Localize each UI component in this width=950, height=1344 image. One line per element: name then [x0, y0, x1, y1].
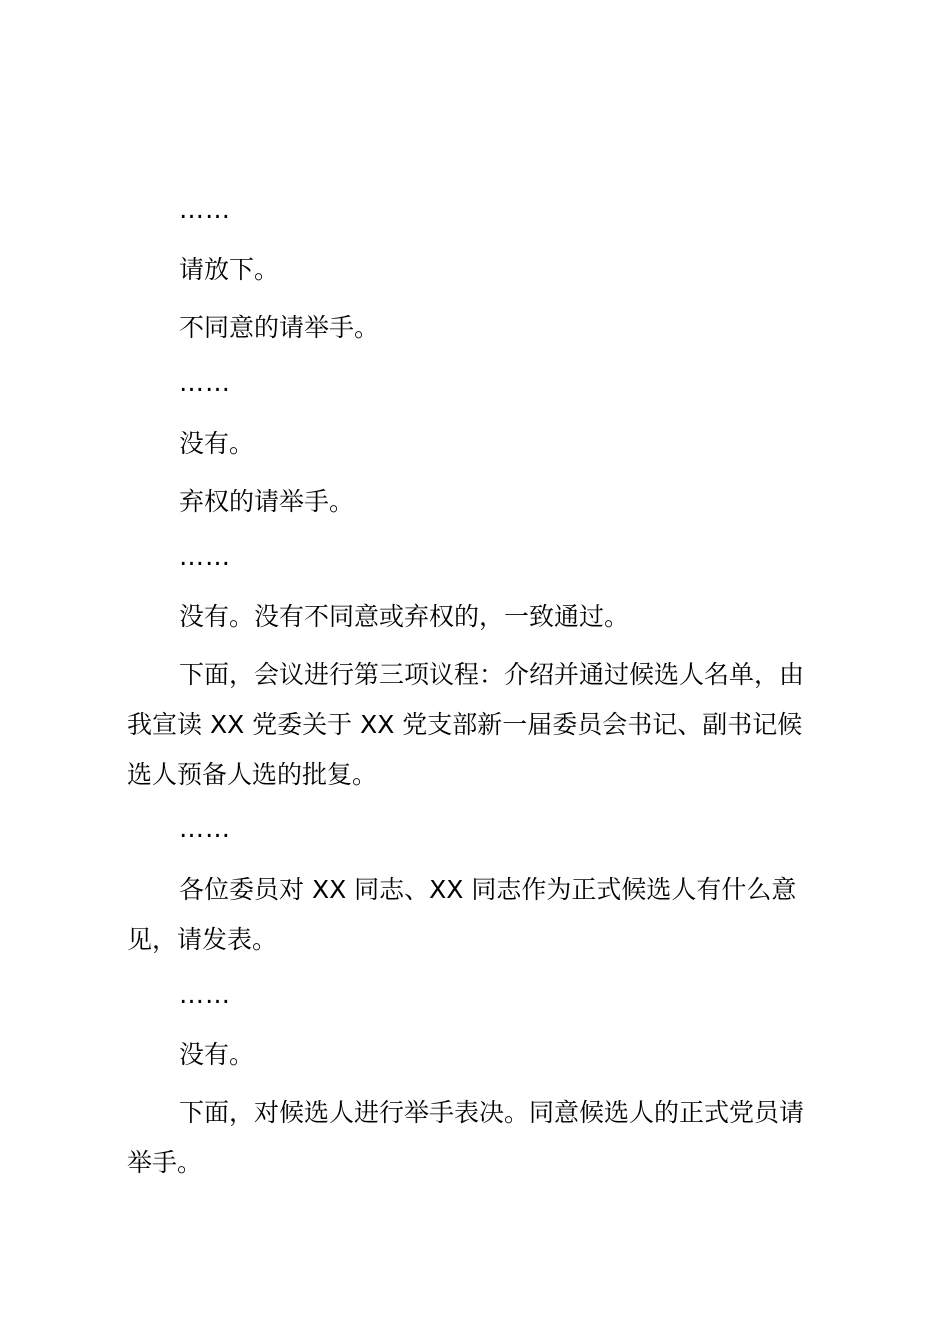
ellipsis-line: …… — [179, 195, 231, 224]
paragraph: 没有。 — [179, 429, 255, 458]
paragraph: 没有。 — [179, 1040, 255, 1069]
paragraph: 没有。没有不同意或弃权的，一致通过。 — [179, 602, 630, 631]
paragraph: 弃权的请举手。 — [179, 487, 355, 516]
paragraph: 下面，会议进行第三项议程：介绍并通过候选人名单，由我宣读 XX 党委关于 XX 党支部新一届委员会书记、副书记候选人预备人选的批复。 — [127, 660, 805, 789]
paragraph: 下面，对候选人进行举手表决。同意候选人的正式党员请举手。 — [127, 1098, 805, 1177]
paragraph: 不同意的请举手。 — [179, 313, 380, 342]
ellipsis-line: …… — [179, 980, 231, 1009]
ellipsis-line: …… — [179, 814, 231, 843]
ellipsis-line: …… — [179, 542, 231, 571]
paragraph: 请放下。 — [179, 255, 280, 284]
ellipsis-line: …… — [179, 368, 231, 397]
paragraph: 各位委员对 XX 同志、XX 同志作为正式候选人有什么意见，请发表。 — [127, 875, 797, 954]
